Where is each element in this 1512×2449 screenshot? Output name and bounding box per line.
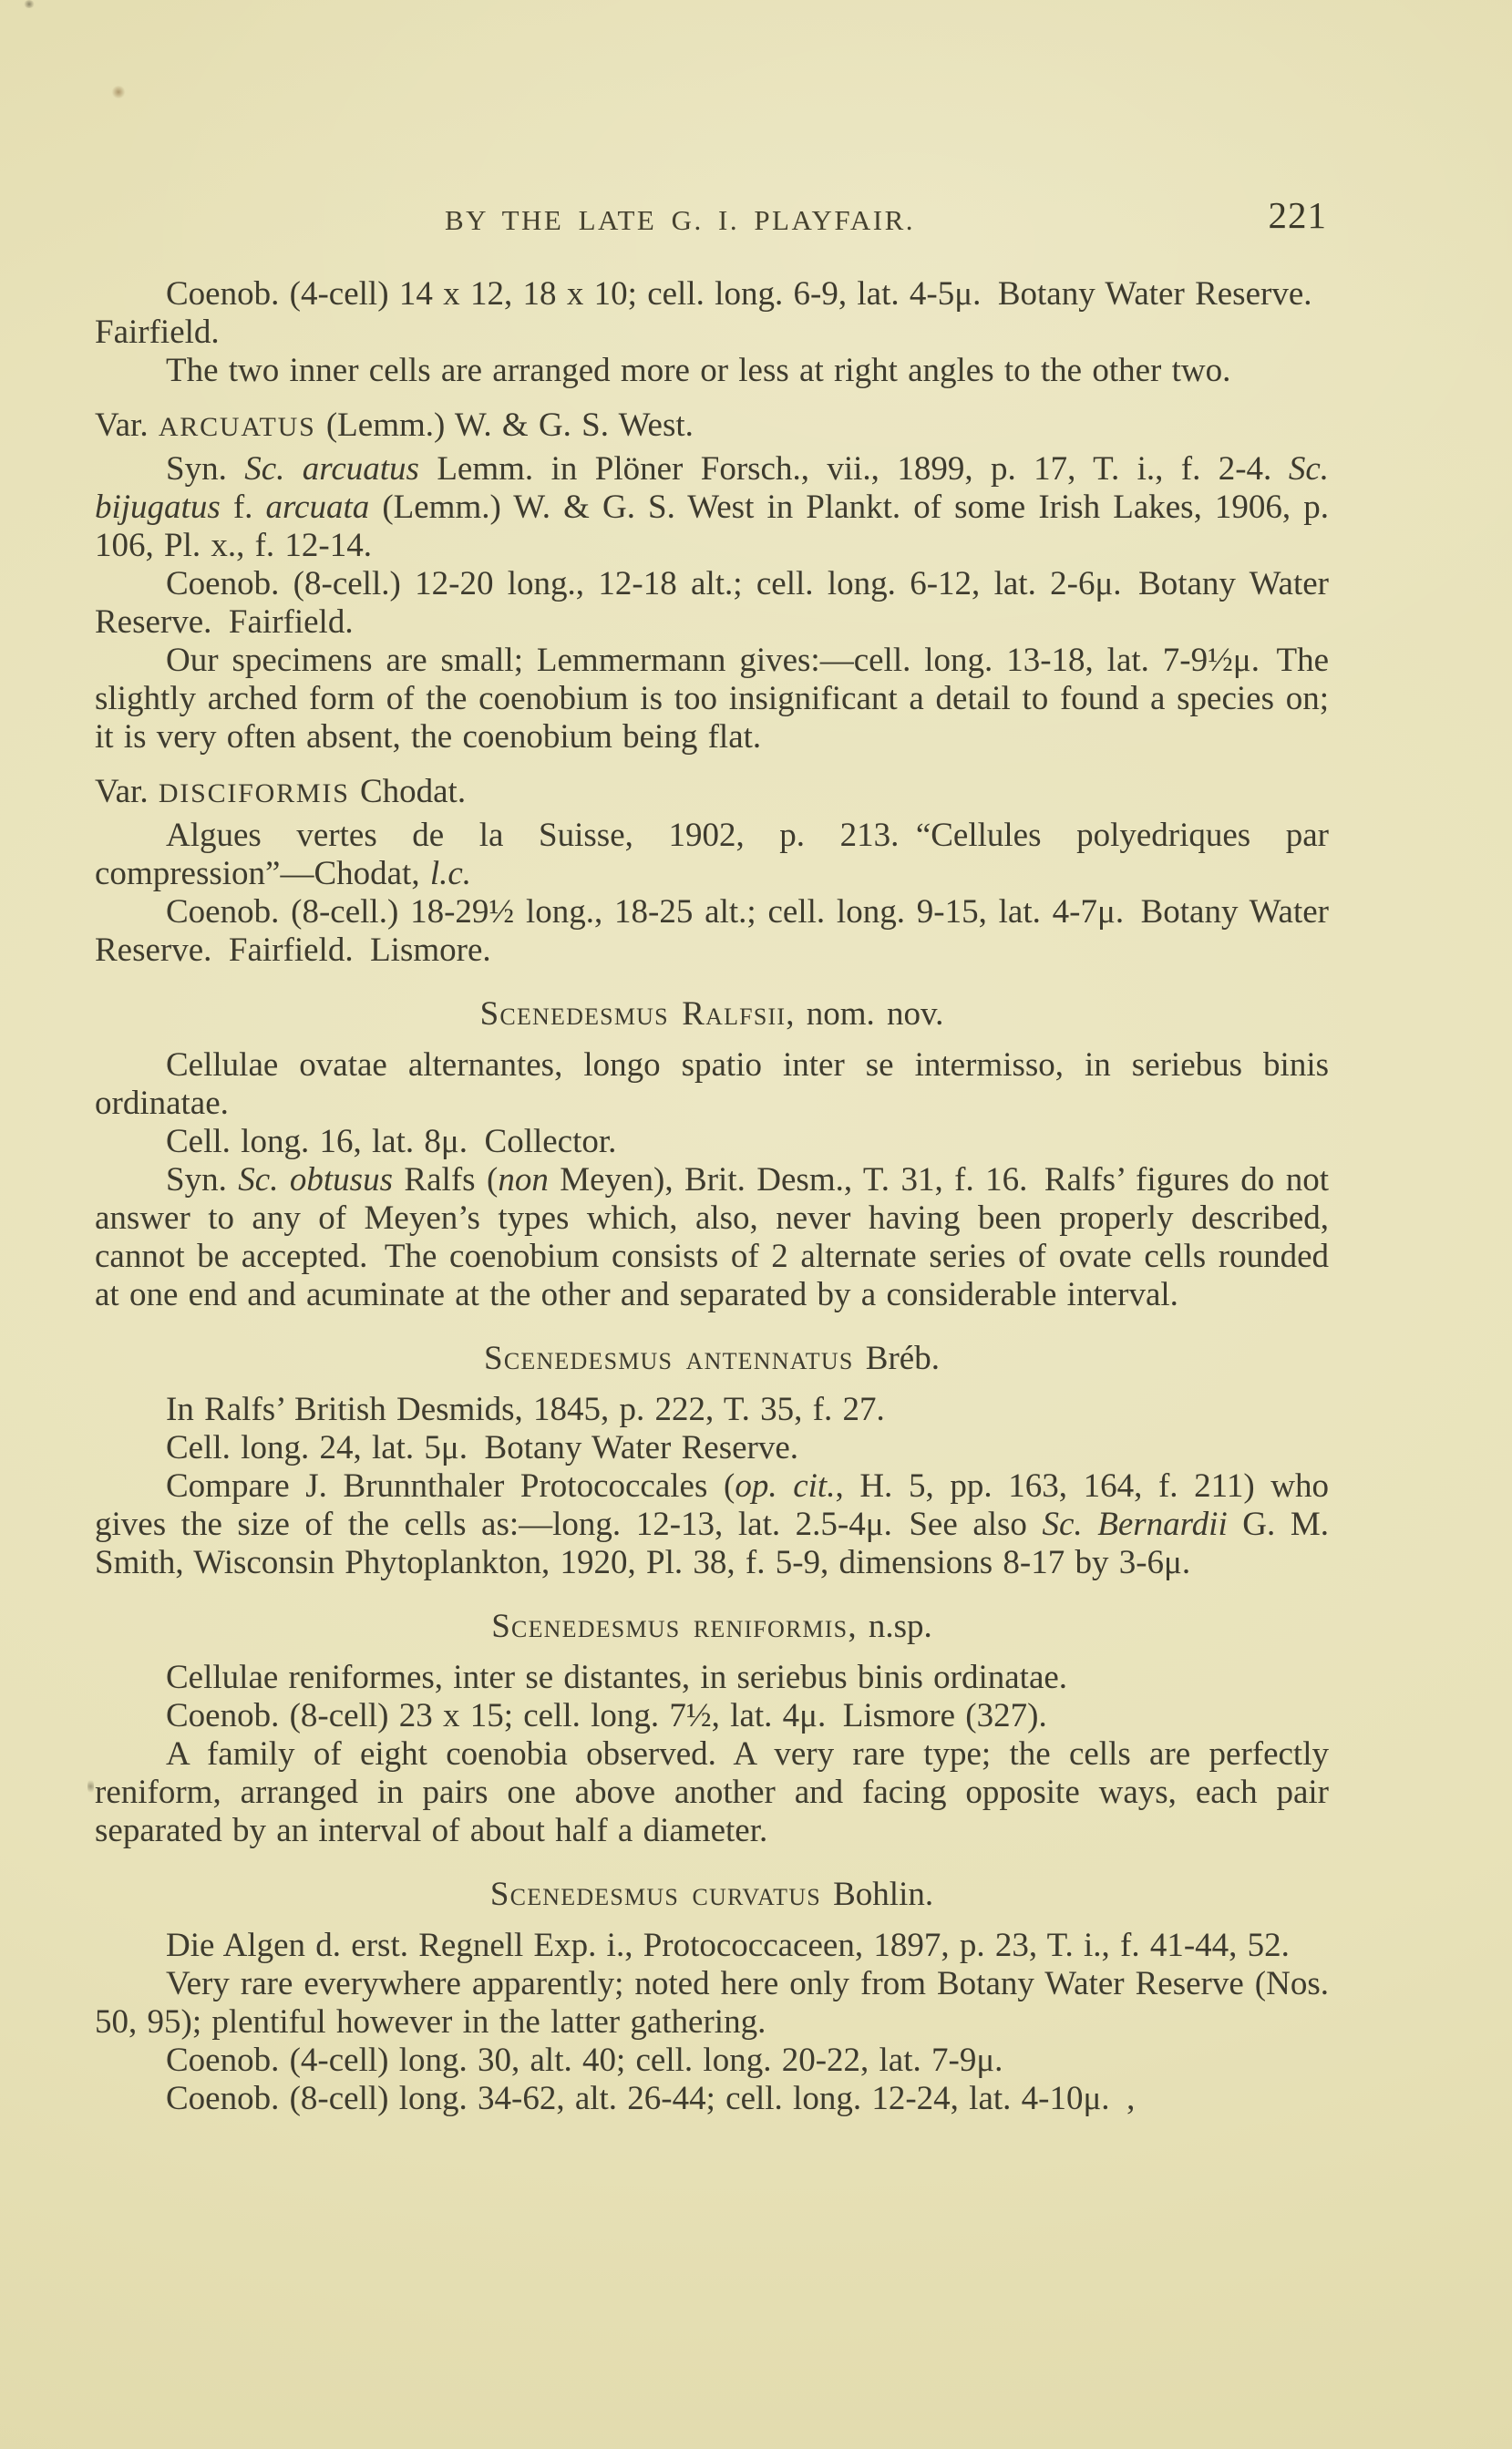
species-heading [95, 1608, 1329, 1646]
text-run: Ralfs ( [392, 1161, 499, 1199]
text-run: Cell. long. 24, lat. 5μ. Botany Water Reserve. [166, 1429, 799, 1466]
text-run: Syn. [166, 1161, 239, 1199]
paragraph [95, 642, 1329, 756]
species-heading [95, 1876, 1329, 1914]
paragraph [95, 275, 1329, 352]
text-run: Our specimens are small; Lemmermann gives:—cell. long. 13-18, lat. 7-9½μ. The slightly arched form of the coenobium is too insignificant a detail to found a species on; it is very often absent, the coenobium being flat. [95, 642, 1329, 756]
text-run: Syn. [166, 450, 245, 488]
text-run: , nom. nov. [786, 995, 944, 1033]
paragraph [95, 1659, 1329, 1697]
text-run: Coenob. (8-cell.) 18-29½ long., 18-25 alt.; cell. long. 9-15, lat. 4-7μ. Botany Water Reserve. Fairfield. Lismore. [95, 893, 1329, 969]
italic-text-run: Sc. obtusus [238, 1161, 393, 1199]
paragraph [95, 1161, 1329, 1314]
text-run: Meyen), Brit. Desm., T. 31, f. 16. Ralfs’ figures do not answer to any of Meyen’s types which, also, never having been properly described, cannot be accepted. The coenobium consists of 2 alternate series of ovate cells rounded at one end and acuminate at the other and separated by a considerable interval. [95, 1161, 1329, 1313]
species-heading [95, 1340, 1329, 1378]
italic-text-run: Sc. arcuatus [244, 450, 419, 488]
paragraph [95, 1429, 1329, 1467]
text-run: Var. [95, 406, 159, 444]
paragraph [95, 817, 1329, 893]
margin-ink-fleck [87, 1779, 94, 1794]
italic-text-run: l.c. [429, 855, 472, 892]
italic-text-run: Sc. bijugatus [95, 450, 1329, 526]
text-run: Coenob. (8-cell.) 12-20 long., 12-18 alt.; cell. long. 6-12, lat. 2-6μ. Botany Water Reserve. Fairfield. [95, 565, 1329, 641]
text-run: Coenob. (4-cell) long. 30, alt. 40; cell. long. 20-22, lat. 7-9μ. [166, 2042, 1003, 2079]
paragraph [95, 1735, 1329, 1850]
paragraph [95, 1467, 1329, 1582]
italic-text-run: op. cit. [735, 1467, 836, 1505]
paragraph [95, 565, 1329, 642]
text-run: Cellulae reniformes, inter se distantes, in seriebus binis ordinatae. [166, 1659, 1068, 1696]
text-block [95, 194, 1330, 2118]
text-run: G. M. Smith, Wisconsin Phytoplankton, 1920, Pl. 38, f. 5-9, dimensions 8-17 by 3-6μ. [95, 1506, 1329, 1581]
smallcaps-text-run: Scenedesmus antennatus [484, 1340, 854, 1377]
paragraph [95, 893, 1329, 970]
text-run: , H. 5, pp. 163, 164, f. 211) who gives the size of the cells as:—long. 12-13, lat. 2.5-4μ. See also [95, 1467, 1329, 1543]
page-body [95, 275, 1329, 2118]
paragraph [95, 352, 1329, 390]
italic-text-run: arcuata [265, 489, 370, 526]
text-run: The two inner cells are arranged more or less at right angles to the other two. [166, 352, 1231, 389]
text-run: Algues vertes de la Suisse, 1902, p. 213. “Cellules polyedriques par compression”—Chodat, [95, 817, 1329, 892]
paragraph [95, 1965, 1329, 2042]
paragraph [95, 2042, 1329, 2080]
text-run: Coenob. (8-cell) 23 x 15; cell. long. 7½, lat. 4μ. Lismore (327). [166, 1697, 1047, 1734]
text-run: , [1109, 2080, 1136, 2117]
text-run: Cellulae ovatae alternantes, longo spatio inter se intermisso, in seriebus binis ordinatae. [95, 1046, 1329, 1122]
paragraph [95, 1391, 1329, 1429]
text-run: Lemm. in Plöner Forsch., vii., 1899, p. 17, T. i., f. 2-4. [418, 450, 1289, 488]
paper-stain-speck [111, 86, 126, 98]
text-run: Cell. long. 16, lat. 8μ. Collector. [166, 1123, 617, 1160]
paragraph [95, 1697, 1329, 1735]
running-header-title: BY THE LATE G. I. PLAYFAIR. [444, 204, 915, 236]
text-run: In Ralfs’ British Desmids, 1845, p. 222, T. 35, f. 27. [166, 1391, 885, 1428]
text-run: (Lemm.) W. & G. S. West in Plankt. of some Irish Lakes, 1906, p. 106, Pl. x., f. 12-14. [95, 489, 1330, 564]
variety-line [95, 406, 1329, 447]
text-run: Very rare everywhere apparently; noted here only from Botany Water Reserve (Nos. 50, 95); plentiful however in the latter gathering. [95, 1965, 1329, 2041]
text-run: (Lemm.) W. & G. S. West. [315, 406, 694, 444]
variety-line [95, 773, 1329, 813]
smallcaps-text-run: Scenedesmus Ralfsii [479, 995, 787, 1033]
paragraph [95, 2080, 1329, 2118]
text-run: , n.sp. [848, 1608, 932, 1645]
text-run: f. [220, 489, 266, 526]
text-run: Chodat. [349, 773, 467, 810]
paragraph [95, 450, 1329, 565]
smallcaps-text-run: Scenedesmus reniformis [491, 1608, 849, 1645]
text-run: Coenob. (8-cell) long. 34-62, alt. 26-44; cell. long. 12-24, lat. 4-10μ. [166, 2080, 1110, 2117]
running-header [95, 194, 1329, 244]
text-run: Bohlin. [820, 1876, 934, 1913]
species-heading [95, 995, 1329, 1034]
text-run: Var. [95, 773, 159, 810]
text-run: Compare J. Brunnthaler Protococcales ( [166, 1467, 735, 1505]
paragraph [95, 1123, 1329, 1161]
italic-text-run: Sc. Bernardii [1042, 1506, 1228, 1543]
paper-edge-speck [24, 0, 35, 8]
paragraph [95, 1927, 1329, 1965]
smallcaps-text-run: ARCUATUS [158, 412, 316, 442]
smallcaps-text-run: Scenedesmus curvatus [489, 1876, 821, 1913]
text-run: Bréb. [853, 1340, 940, 1377]
text-run: A family of eight coenobia observed. A very rare type; the cells are perfectly reniform, arranged in pairs one above another and facing opposite ways, each pair separated by an interval of about half a diameter. [95, 1735, 1329, 1849]
page-number: 221 [1268, 194, 1327, 236]
text-run: Coenob. (4-cell) 14 x 12, 18 x 10; cell. long. 6-9, lat. 4-5μ. Botany Water Reserve. Fairfield. [95, 275, 1329, 351]
smallcaps-text-run: DISCIFORMIS [158, 778, 350, 808]
text-run: Die Algen d. erst. Regnell Exp. i., Protococcaceen, 1897, p. 23, T. i., f. 41-44, 52. [166, 1927, 1290, 1964]
paragraph [95, 1046, 1329, 1123]
italic-text-run: non [498, 1161, 549, 1199]
